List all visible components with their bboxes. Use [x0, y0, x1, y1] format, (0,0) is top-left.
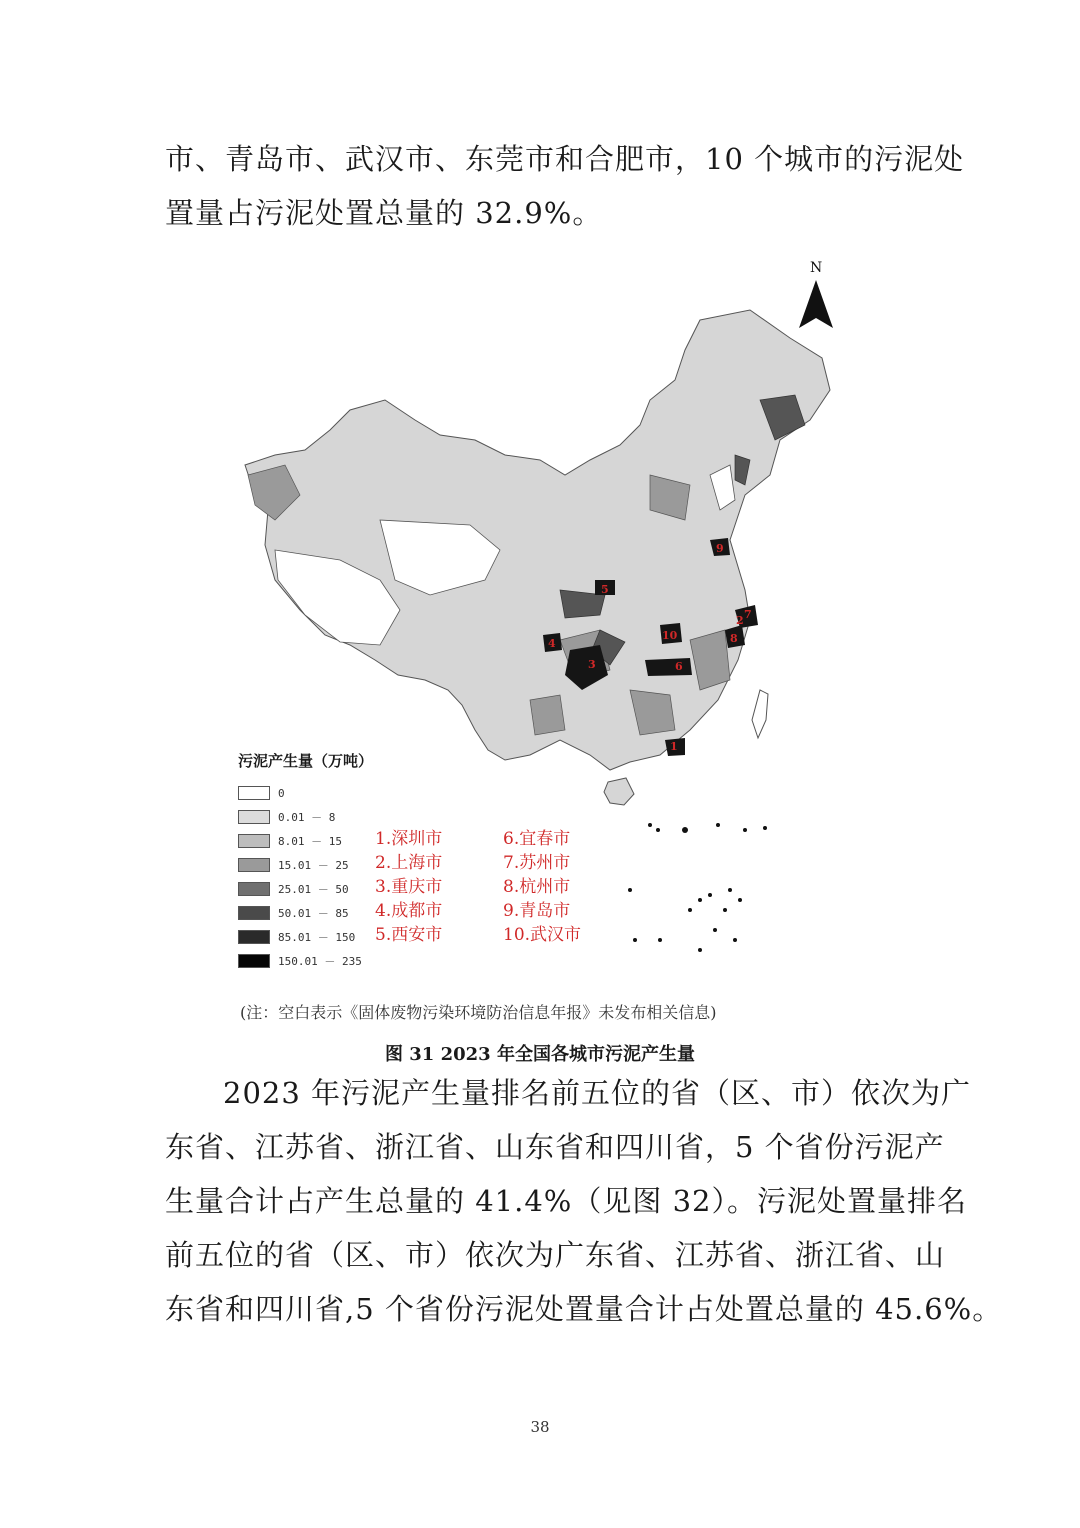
- legend-label: 25.01 － 50: [278, 883, 349, 896]
- taiwan-shape: [752, 690, 768, 738]
- marker-2: 2: [736, 614, 744, 627]
- marker-1: 1: [670, 740, 678, 753]
- marker-4: 4: [548, 637, 556, 650]
- marker-9: 9: [716, 542, 724, 555]
- legend-row: [238, 925, 373, 949]
- legend-row: [238, 853, 373, 877]
- marker-5: 5: [601, 583, 609, 596]
- legend-label: 0.01 － 8: [278, 811, 336, 824]
- marker-6: 6: [675, 660, 683, 673]
- legend-title: 污泥产生量（万吨）: [238, 752, 374, 770]
- legend-row: [238, 829, 373, 853]
- legend-row: [238, 901, 373, 925]
- figure-caption: 图 31 2023 年全国各城市污泥产生量: [385, 1044, 695, 1065]
- legend-row: [238, 781, 373, 805]
- map-note: (注：空白表示《固体废物污染环境防治信息年报》未发布相关信息): [240, 1003, 717, 1022]
- text-line: 生量合计占产生总量的 41.4%（见图 32）。污泥处置量排名: [165, 1184, 967, 1218]
- paragraph-bottom: [165, 1066, 1003, 1336]
- marker-10: 10: [662, 629, 678, 642]
- legend-swatch: [238, 786, 270, 800]
- legend-label: 15.01 － 25: [278, 859, 349, 872]
- north-arrow-icon: [799, 260, 833, 328]
- paragraph-top: [165, 132, 965, 240]
- city-ranking-list: [375, 828, 613, 946]
- city-label: 5.西安市: [375, 925, 443, 945]
- south-sea-islands: [628, 823, 767, 952]
- legend-swatch: [238, 858, 270, 872]
- legend-label: 150.01 － 235: [278, 955, 362, 968]
- text-line: 东省、江苏省、浙江省、山东省和四川省，5 个省份污泥产: [165, 1130, 945, 1164]
- legend-swatch: [238, 882, 270, 896]
- legend-label: 50.01 － 85: [278, 907, 349, 920]
- page-number: 38: [530, 1418, 550, 1436]
- city-label: 7.苏州市: [503, 853, 571, 873]
- marker-8: 8: [730, 632, 738, 645]
- legend-label: 8.01 － 15: [278, 835, 342, 848]
- china-sludge-map-figure: [230, 250, 850, 990]
- city-label: 8.杭州市: [503, 877, 571, 897]
- city-label: 6.宜春市: [503, 829, 571, 849]
- city-label: 2.上海市: [375, 853, 443, 873]
- marker-3: 3: [588, 658, 596, 671]
- text-line: 市、青岛市、武汉市、东莞市和合肥市，10 个城市的污泥处: [165, 142, 965, 176]
- city-label: 10.武汉市: [503, 925, 582, 945]
- text-line: 东省和四川省,5 个省份污泥处置量合计占处置总量的 45.6%。: [165, 1292, 1003, 1326]
- legend-swatch: [238, 906, 270, 920]
- hainan-shape: [604, 778, 634, 805]
- north-label: N: [810, 260, 823, 276]
- city-label: 4.成都市: [375, 901, 443, 921]
- legend-swatch: [238, 930, 270, 944]
- legend-rows: [238, 781, 373, 973]
- legend-swatch: [238, 954, 270, 968]
- text-line: 置量占污泥处置总量的 32.9%。: [165, 196, 603, 230]
- city-label: 9.青岛市: [503, 901, 571, 921]
- legend-label: 0: [278, 786, 285, 800]
- legend-row: [238, 877, 373, 901]
- legend-row: [238, 805, 373, 829]
- legend-swatch: [238, 834, 270, 848]
- legend-row: [238, 949, 373, 973]
- map-legend: [238, 750, 373, 973]
- text-line: 2023 年污泥产生量排名前五位的省（区、市）依次为广: [223, 1076, 972, 1110]
- city-label: 1.深圳市: [375, 829, 443, 849]
- legend-label: 85.01 － 150: [278, 931, 356, 944]
- city-label: 3.重庆市: [375, 877, 443, 897]
- legend-swatch: [238, 810, 270, 824]
- marker-7: 7: [744, 608, 752, 621]
- text-line: 前五位的省（区、市）依次为广东省、江苏省、浙江省、山: [165, 1238, 946, 1272]
